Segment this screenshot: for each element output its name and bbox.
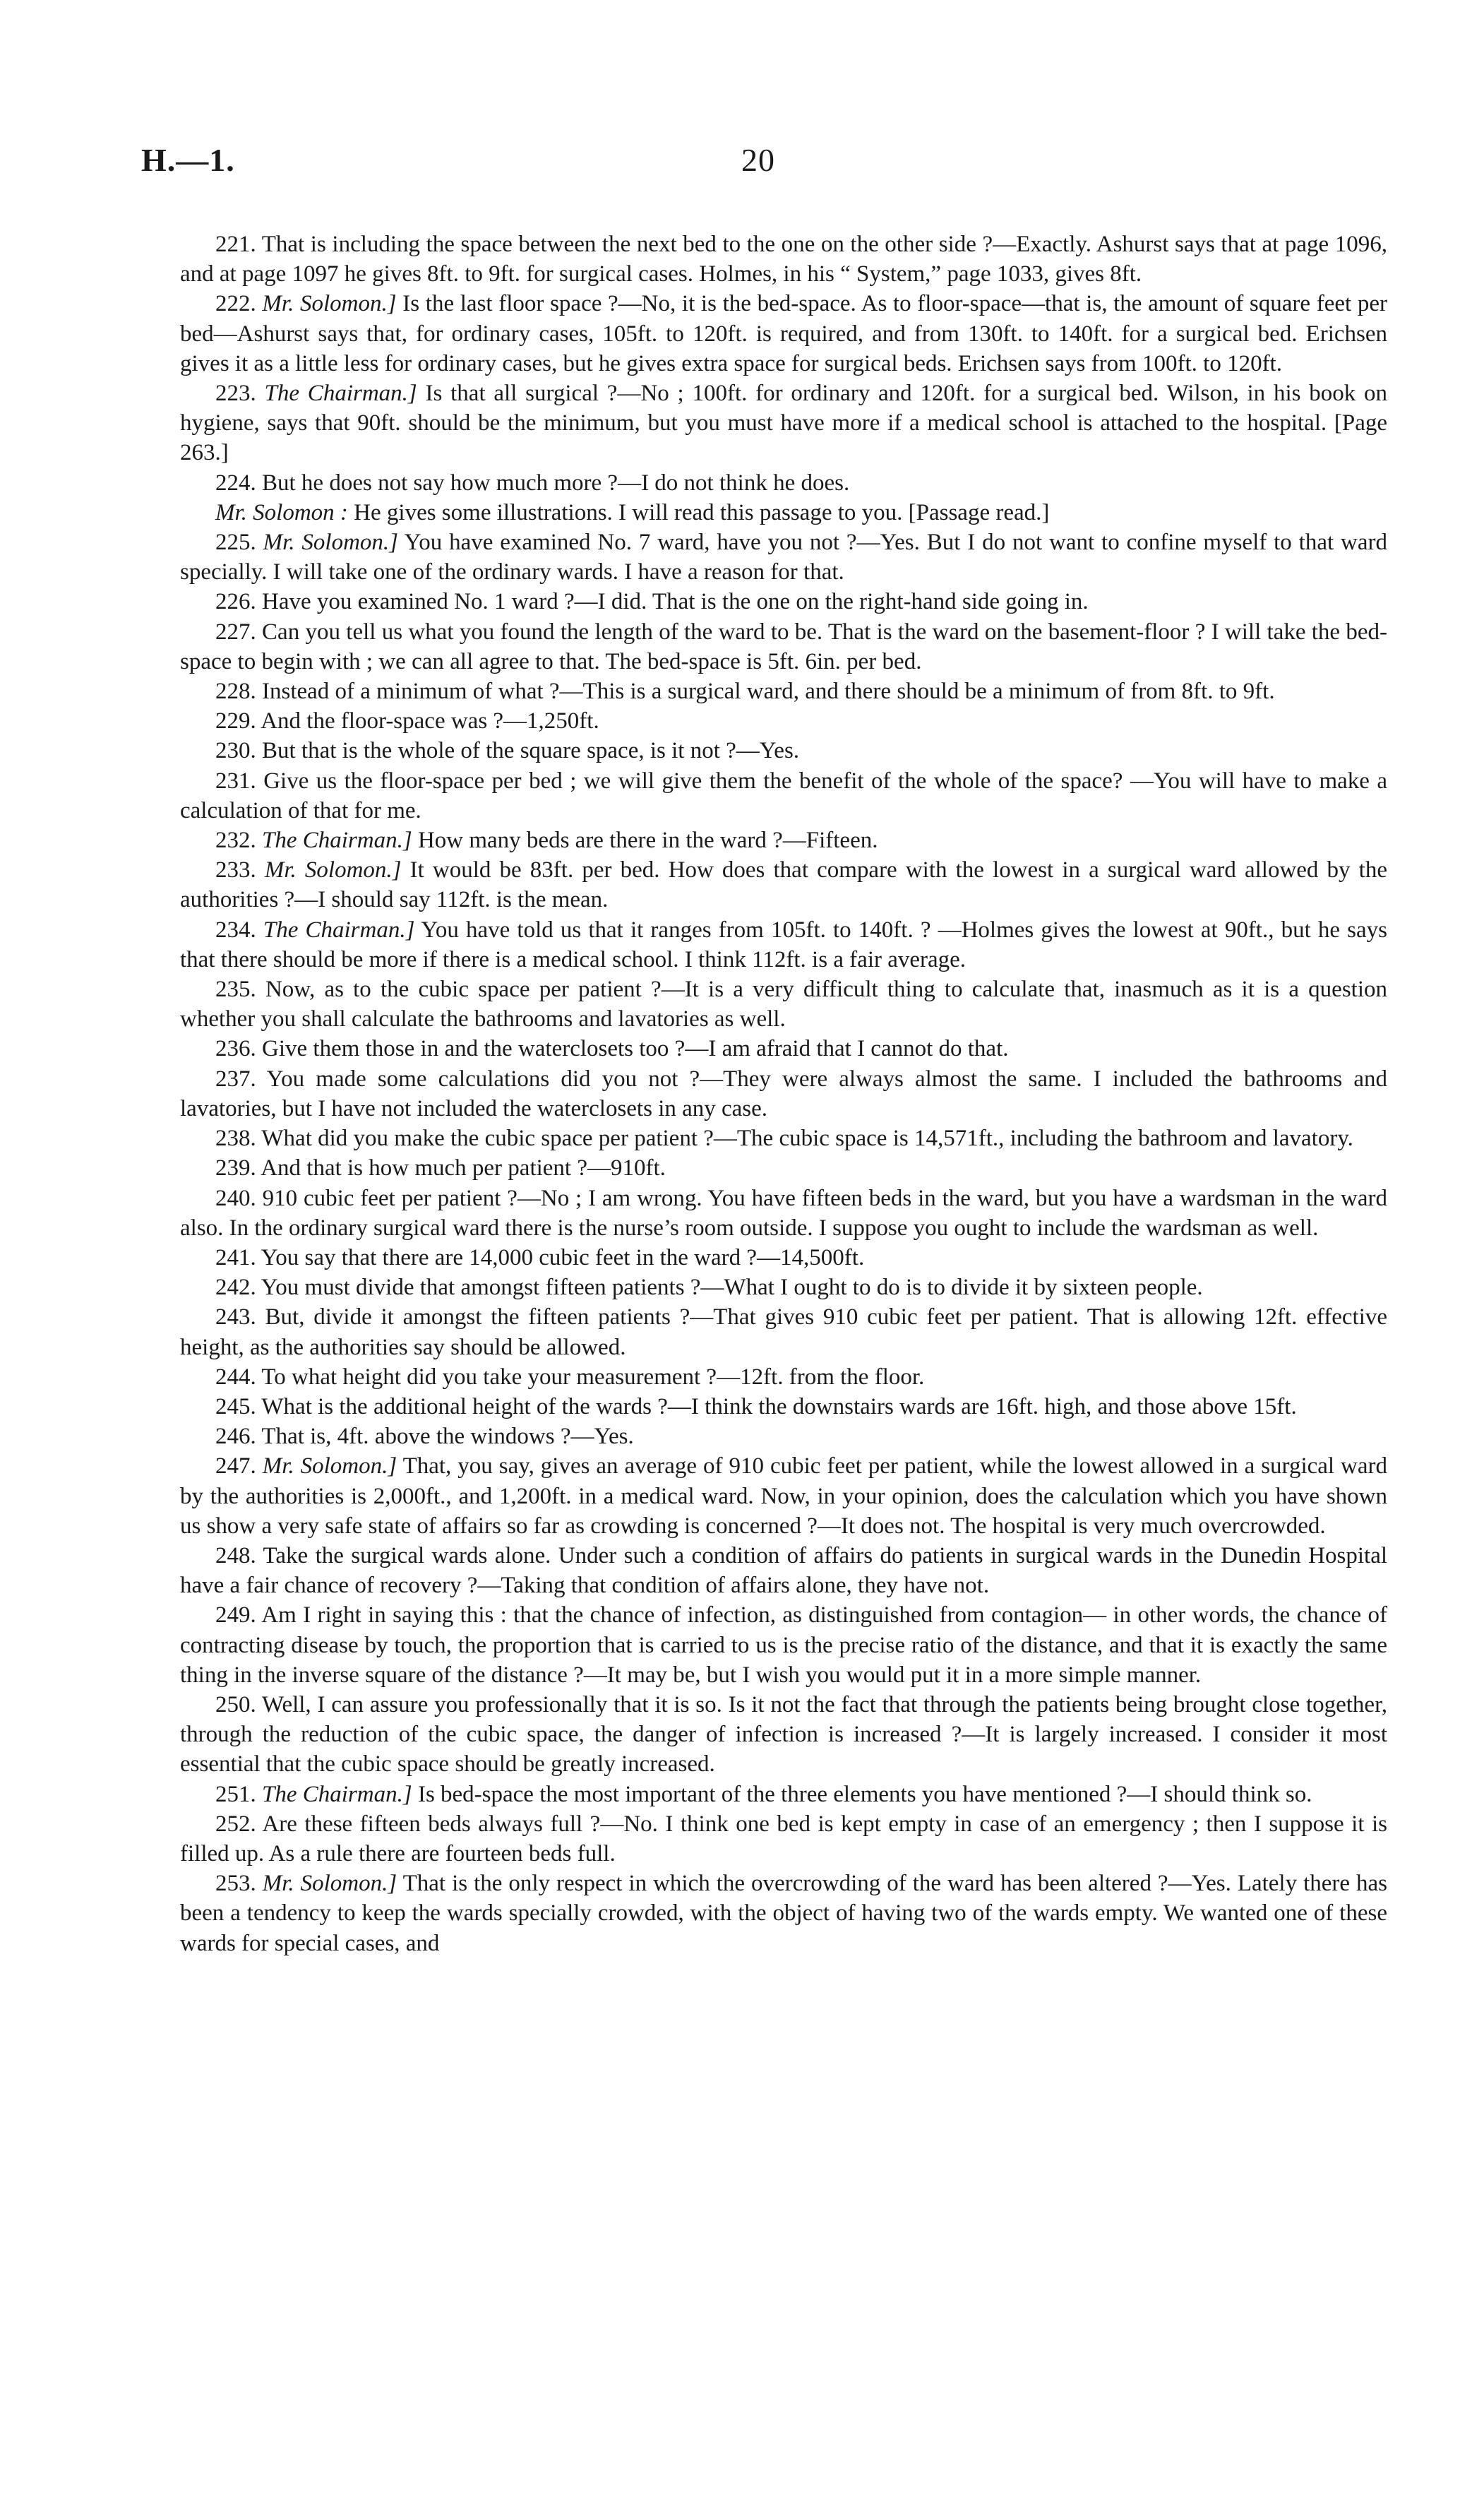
testimony-paragraph [180, 1690, 1387, 1780]
question-number: 249. [215, 1602, 256, 1628]
paragraph-text: That is, 4ft. above the windows ?—Yes. [261, 1424, 634, 1450]
testimony-paragraph [180, 1243, 1387, 1273]
question-number: 223. [215, 381, 256, 407]
testimony-paragraph [180, 1869, 1387, 1958]
paragraph-text: Instead of a minimum of what ?—This is a surgical ward, and there should be a minimum of from 8ft. to 9ft. [262, 679, 1275, 705]
testimony-paragraph [180, 855, 1387, 915]
testimony-paragraph [180, 975, 1387, 1034]
question-number: 238. [215, 1126, 256, 1152]
testimony-paragraph [180, 1153, 1387, 1183]
paragraph-text: But, divide it amongst the fifteen patients ?—That gives 910 cubic feet per patient. That is allowing 12ft. effective height, as the authorities say should be allowed. [180, 1304, 1388, 1360]
testimony-paragraph [180, 1184, 1387, 1243]
question-number: 244. [215, 1364, 256, 1390]
testimony-paragraph [180, 826, 1387, 855]
question-number: 221. [215, 232, 256, 257]
question-number: 224. [215, 470, 256, 496]
paragraph-text: Give them those in and the waterclosets too ?—I am afraid that I cannot do that. [262, 1036, 1009, 1062]
paragraph-text: Take the surgical wards alone. Under such a condition of affairs do patients in surgical wards in the Dunedin Hospital have a fair chance of recovery ?—Taking that condition of affairs alone, they have not. [180, 1542, 1388, 1599]
speaker-label: Mr. Solomon.] [262, 1871, 397, 1897]
testimony-paragraph [180, 617, 1387, 677]
paragraph-text: Is that all surgical ?—No ; 100ft. for ordinary and 120ft. for a surgical bed. Wilson, in his book on hygiene, says that 90ft. should be the minimum, but you must have more if a medical school is attached to the hospital. [Page 263.] [180, 381, 1388, 466]
paragraph-text: How many beds are there in the ward ?—Fifteen. [417, 828, 878, 854]
testimony-paragraph [180, 1302, 1387, 1362]
question-number: 243. [215, 1304, 256, 1330]
paragraph-text: You have examined No. 7 ward, have you not ?—Yes. But I do not want to confine myself to that ward specially. I will take one of the ordinary wards. I have a reason for that. [180, 530, 1387, 585]
paragraph-text: Can you tell us what you found the length of the ward to be. That is the ward on the basement-floor ? I will take the bed-space to begin with ; we can all agree to that. The bed-space is 5ft. 6in. per bed. [180, 619, 1388, 674]
speaker-label: Mr. Solomon : [215, 499, 348, 525]
testimony-paragraph [180, 498, 1387, 528]
testimony-paragraph [180, 706, 1387, 736]
testimony-paragraph [180, 1422, 1387, 1451]
question-number: 240. [215, 1185, 256, 1211]
question-number: 231. [215, 768, 256, 794]
paragraph-text: Well, I can assure you professionally that it is so. Is it not the fact that through the patients being brought close together, through the reduction of the cubic space, the danger of infection is increased ?—It is largely increased. I consider it most essential that the cubic space should be greatly increased. [180, 1691, 1387, 1777]
testimony-paragraph [180, 1600, 1387, 1690]
transcript-body [180, 230, 1387, 1958]
testimony-paragraph [180, 230, 1387, 289]
speaker-label: Mr. Solomon.] [264, 857, 402, 883]
question-number: 225. [215, 530, 256, 556]
speaker-label: Mr. Solomon.] [262, 291, 397, 317]
testimony-paragraph [180, 1780, 1387, 1809]
speaker-label: The Chairman.] [264, 381, 417, 407]
testimony-paragraph [180, 1273, 1387, 1302]
paragraph-text: Give us the floor-space per bed ; we will give them the benefit of the whole of the space? —You will have to make a calculation of that for me. [180, 768, 1387, 823]
paragraph-text: Now, as to the cubic space per patient ?—It is a very difficult thing to calculate that, inasmuch as it is a question whether you shall calculate the bathrooms and lavatories as well. [180, 977, 1388, 1032]
paragraph-text: To what height did you take your measurement ?—12ft. from the floor. [261, 1364, 925, 1390]
testimony-paragraph [180, 1392, 1387, 1422]
question-number: 247. [215, 1453, 256, 1479]
question-number: 222. [215, 291, 256, 317]
testimony-paragraph [180, 1034, 1387, 1064]
paragraph-text: 910 cubic feet per patient ?—No ; I am wrong. You have fifteen beds in the ward, but you have a wardsman in the ward also. In the ordinary surgical ward there is the nurse’s room outside. I suppose you ought to include the wardsman as well. [180, 1185, 1387, 1241]
question-number: 236. [215, 1036, 256, 1062]
paragraph-text: And that is how much per patient ?—910ft. [261, 1155, 666, 1181]
question-number: 233. [215, 857, 256, 883]
testimony-paragraph [180, 1451, 1387, 1541]
testimony-paragraph [180, 1541, 1387, 1600]
document-reference: H.—1. [141, 142, 235, 178]
question-number: 253. [215, 1871, 256, 1897]
question-number: 241. [215, 1244, 256, 1270]
testimony-paragraph [180, 915, 1387, 975]
paragraph-text: It would be 83ft. per bed. How does that compare with the lowest in a surgical ward allowed by the authorities ?—I should say 112ft. is the mean. [180, 857, 1387, 913]
speaker-label: Mr. Solomon.] [263, 530, 399, 556]
question-number: 229. [215, 708, 256, 734]
paragraph-text: That, you say, gives an average of 910 cubic feet per patient, while the lowest allowed in a surgical ward by the authorities is 2,000ft., and 1,200ft. in a medical ward. Now, in your opinion, does the calculation which you have shown us show a very safe state of affairs so far as crowding is concerned ?—It does not. The hospital is very much overcrowded. [180, 1453, 1387, 1539]
testimony-paragraph [180, 587, 1387, 617]
paragraph-text: Have you examined No. 1 ward ?—I did. That is the one on the right-hand side going in. [262, 589, 1089, 615]
question-number: 226. [215, 589, 256, 615]
testimony-paragraph [180, 528, 1387, 587]
paragraph-text: You must divide that amongst fifteen patients ?—What I ought to do is to divide it by sixteen people. [261, 1275, 1203, 1301]
testimony-paragraph [180, 468, 1387, 498]
question-number: 239. [215, 1155, 256, 1181]
page-header [141, 141, 1391, 191]
speaker-label: The Chairman.] [262, 828, 412, 854]
paragraph-text: You say that there are 14,000 cubic feet in the ward ?—14,500ft. [261, 1244, 865, 1270]
paragraph-text: Am I right in saying this : that the chance of infection, as distinguished from contagion— in other words, the chance of contracting disease by touch, the proportion that is carried to us is the precise ratio of the distance, and that it is exactly the same thing in the inverse square of the distance ?—It may be, but I wish you would put it in a more simple manner. [180, 1602, 1387, 1688]
testimony-paragraph [180, 1064, 1387, 1124]
testimony-paragraph [180, 289, 1387, 379]
question-number: 248. [215, 1542, 256, 1568]
question-number: 246. [215, 1424, 256, 1450]
paragraph-text: That is including the space between the next bed to the one on the other side ?—Exactly. Ashurst says that at page 1096, and at page 1097 he gives 8ft. to 9ft. for surgical cases. Holmes, in his “ System,” page 1033, gives 8ft. [180, 232, 1388, 287]
paragraph-text: Are these fifteen beds always full ?—No. I think one bed is kept empty in case of an emergency ; then I suppose it is filled up. As a rule there are fourteen beds full. [180, 1811, 1387, 1866]
paragraph-text: You made some calculations did you not ?—They were always almost the same. I included the bathrooms and lavatories, but I have not included the waterclosets in any case. [180, 1066, 1387, 1121]
question-number: 252. [215, 1811, 256, 1837]
paragraph-text: What did you make the cubic space per patient ?—The cubic space is 14,571ft., including the bathroom and lavatory. [261, 1126, 1353, 1152]
speaker-label: Mr. Solomon.] [262, 1453, 397, 1479]
paragraph-text: What is the additional height of the wards ?—I think the downstairs wards are 16ft. high, and those above 15ft. [261, 1393, 1297, 1419]
testimony-paragraph [180, 766, 1387, 826]
speaker-label: The Chairman.] [262, 1781, 412, 1807]
paragraph-text: Is the last floor space ?—No, it is the bed-space. As to floor-space—that is, the amount of square feet per bed—Ashurst says that, for ordinary cases, 105ft. to 120ft. is required, and from 130ft. to 140ft. for a surgical bed. Erichsen gives it as a little less for ordinary cases, but he gives extra space for surgical beds. Erichsen says from 100ft. to 120ft. [180, 291, 1387, 376]
question-number: 232. [215, 828, 256, 854]
question-number: 227. [215, 619, 256, 645]
paragraph-text: He gives some illustrations. I will read this passage to you. [Passage read.] [354, 499, 1050, 525]
testimony-paragraph [180, 736, 1387, 766]
testimony-paragraph [180, 1124, 1387, 1153]
question-number: 235. [215, 977, 256, 1003]
testimony-paragraph [180, 1362, 1387, 1392]
testimony-paragraph [180, 677, 1387, 706]
question-number: 237. [215, 1066, 256, 1092]
paragraph-text: But he does not say how much more ?—I do not think he does. [262, 470, 850, 496]
paragraph-text: You have told us that it ranges from 105ft. to 140ft. ? —Holmes gives the lowest at 90ft., but he says that there should be more if there is a medical school. I think 112ft. is a fair average. [180, 917, 1387, 972]
testimony-paragraph [180, 379, 1387, 468]
paragraph-text: But that is the whole of the square space, is it not ?—Yes. [262, 738, 800, 764]
question-number: 242. [215, 1275, 256, 1301]
paragraph-text: And the floor-space was ?—1,250ft. [261, 708, 599, 734]
question-number: 250. [215, 1691, 256, 1717]
paragraph-text: Is bed-space the most important of the three elements you have mentioned ?—I should think so. [417, 1781, 1312, 1807]
question-number: 228. [215, 679, 256, 705]
question-number: 230. [215, 738, 256, 764]
paragraph-text: That is the only respect in which the overcrowding of the ward has been altered ?—Yes. Lately there has been a tendency to keep the wards specially crowded, with the object of having two of the wards empty. We wanted one of these wards for special cases, and [180, 1871, 1388, 1956]
speaker-label: The Chairman.] [263, 917, 415, 943]
question-number: 245. [215, 1393, 256, 1419]
testimony-paragraph [180, 1809, 1387, 1869]
question-number: 251. [215, 1781, 256, 1807]
page-number: 20 [741, 142, 775, 178]
question-number: 234. [215, 917, 256, 943]
